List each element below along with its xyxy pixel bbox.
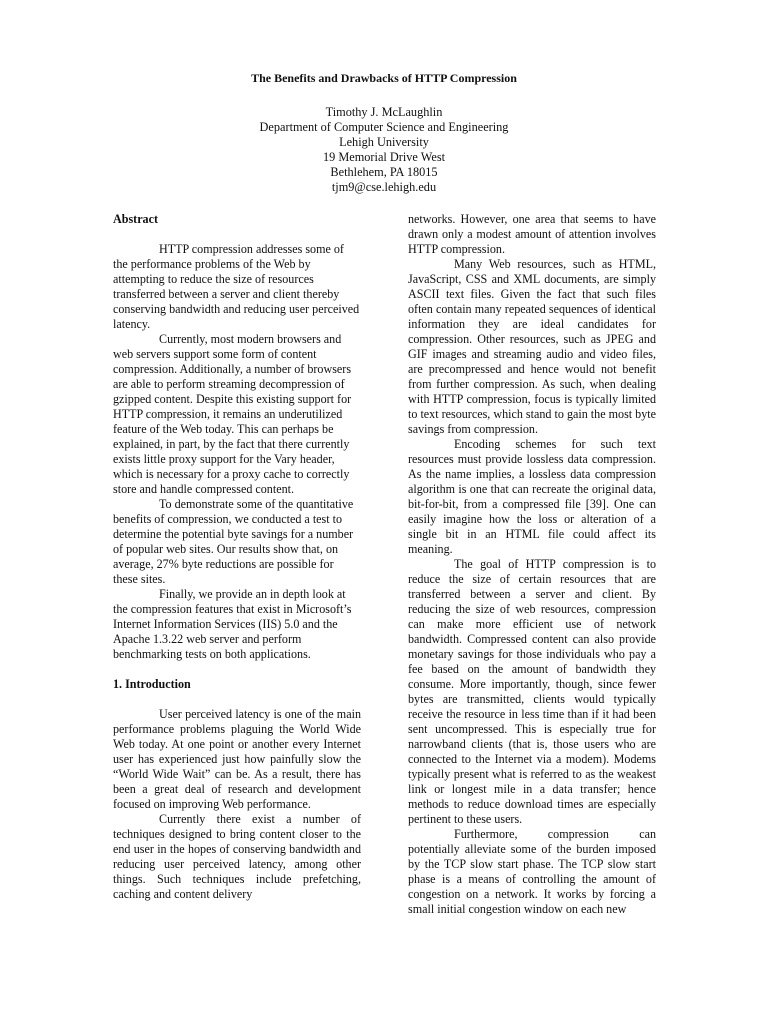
body-paragraph-continued: networks. However, one area that seems to have drawn only a modest amount of attention involves HTTP compression. bbox=[408, 212, 656, 256]
introduction-paragraph-2: Currently there exist a number of techniques designed to bring content closer to the end user in the hopes of conserving bandwidth and reducing user perceived latency, among other things. Such techniques include prefetching, caching and content delivery bbox=[113, 812, 361, 901]
introduction-paragraph-1: User perceived latency is one of the main performance problems plaguing the World Wide Web today. At one point or another every Internet user has experienced just how painfully slow the “World Wide Wait” can be. As a result, there has been a great deal of research and development focused on improving Web performance. bbox=[113, 707, 361, 811]
author-university: Lehigh University bbox=[339, 135, 429, 149]
abstract-paragraph-3: To demonstrate some of the quantitative benefits of compression, we conducted a test to determine the potential byte savings for a number of popular web sites. Our results show that, on average, 27% byte reductions are possible for these sites. bbox=[113, 497, 354, 586]
introduction-heading: 1. Introduction bbox=[113, 677, 191, 691]
author-address-line1: 19 Memorial Drive West bbox=[322, 150, 446, 164]
right-column bbox=[408, 212, 656, 917]
body-paragraph-goal: The goal of HTTP compression is to reduce the size of certain resources that are transferred between a server and client. By reducing the size of web resources, compression can make more efficient use of network bandwidth. Compressed content can also provide monetary savings for those individuals who pay a fee based on the amount of bandwidth they consume. More importantly, though, since fewer bytes are transmitted, clients would typically receive the resource in less time than if it had been sent uncompressed. This is especially true for narrowband clients (that is, those users who are connected to the Internet via a modem). Modems typically present what is referred to as the weakest link or longest mile in a data transfer; hence methods to reduce download times are especially pertinent to these users. bbox=[408, 557, 656, 826]
paper-title: The Benefits and Drawbacks of HTTP Compression bbox=[251, 71, 517, 85]
author-block bbox=[0, 105, 768, 195]
abstract-paragraph-4: Finally, we provide an in depth look at the compression features that exist in Microsoft’s Internet Information Services (IIS) 5.0 and the Apache 1.3.22 web server and perform benchmarking tests on both applications. bbox=[113, 587, 352, 661]
abstract-heading: Abstract bbox=[113, 212, 159, 226]
body-paragraph-web-resources: Many Web resources, such as HTML, JavaScript, CSS and XML documents, are simply ASCII text files. Given the fact that such files often contain many repeated sequences of identical information they are ideal candidates for compression. Other resources, such as JPEG and GIF images and streaming audio and video files, are precompressed and hence would not benefit from further compression. As such, when dealing with HTTP compression, focus is typically limited to text resources, which stand to gain the most byte savings from compression. bbox=[408, 257, 656, 436]
abstract-paragraph-1: HTTP compression addresses some of the performance problems of the Web by attempting to reduce the size of resources transferred between a server and client thereby conserving bandwidth and reducing user perceived latency. bbox=[113, 242, 360, 331]
body-paragraph-encoding-schemes: Encoding schemes for such text resources must provide lossless data compression. As the name implies, a lossless data compression algorithm is one that can recreate the original data, bit-for-bit, from a compressed file [39]. One can easily imagine how the loss or alteration of a single bit in an HTML file could affect its meaning. bbox=[408, 437, 656, 556]
left-column bbox=[113, 212, 361, 902]
author-department: Department of Computer Science and Engineering bbox=[259, 120, 509, 134]
author-address-line2: Bethlehem, PA 18015 bbox=[330, 165, 438, 179]
body-paragraph-tcp-slow-start: Furthermore, compression can potentially alleviate some of the burden imposed by the TCP slow start phase. The TCP slow start phase is a means of controlling the amount of congestion on a network. It works by forcing a small initial congestion window on each new bbox=[408, 827, 656, 916]
author-name: Timothy J. McLaughlin bbox=[325, 105, 443, 119]
author-email: tjm9@cse.lehigh.edu bbox=[331, 180, 437, 194]
abstract-paragraph-2: Currently, most modern browsers and web servers support some form of content compression. Additionally, a number of browsers are able to perform streaming decompression of gzipped content. Despite this existing support for HTTP compression, it remains an underutilized feature of the Web today. This can perhaps be explained, in part, by the fact that there currently exists little proxy support for the Vary header, which is necessary for a proxy cache to correctly store and handle compressed content. bbox=[113, 332, 352, 496]
